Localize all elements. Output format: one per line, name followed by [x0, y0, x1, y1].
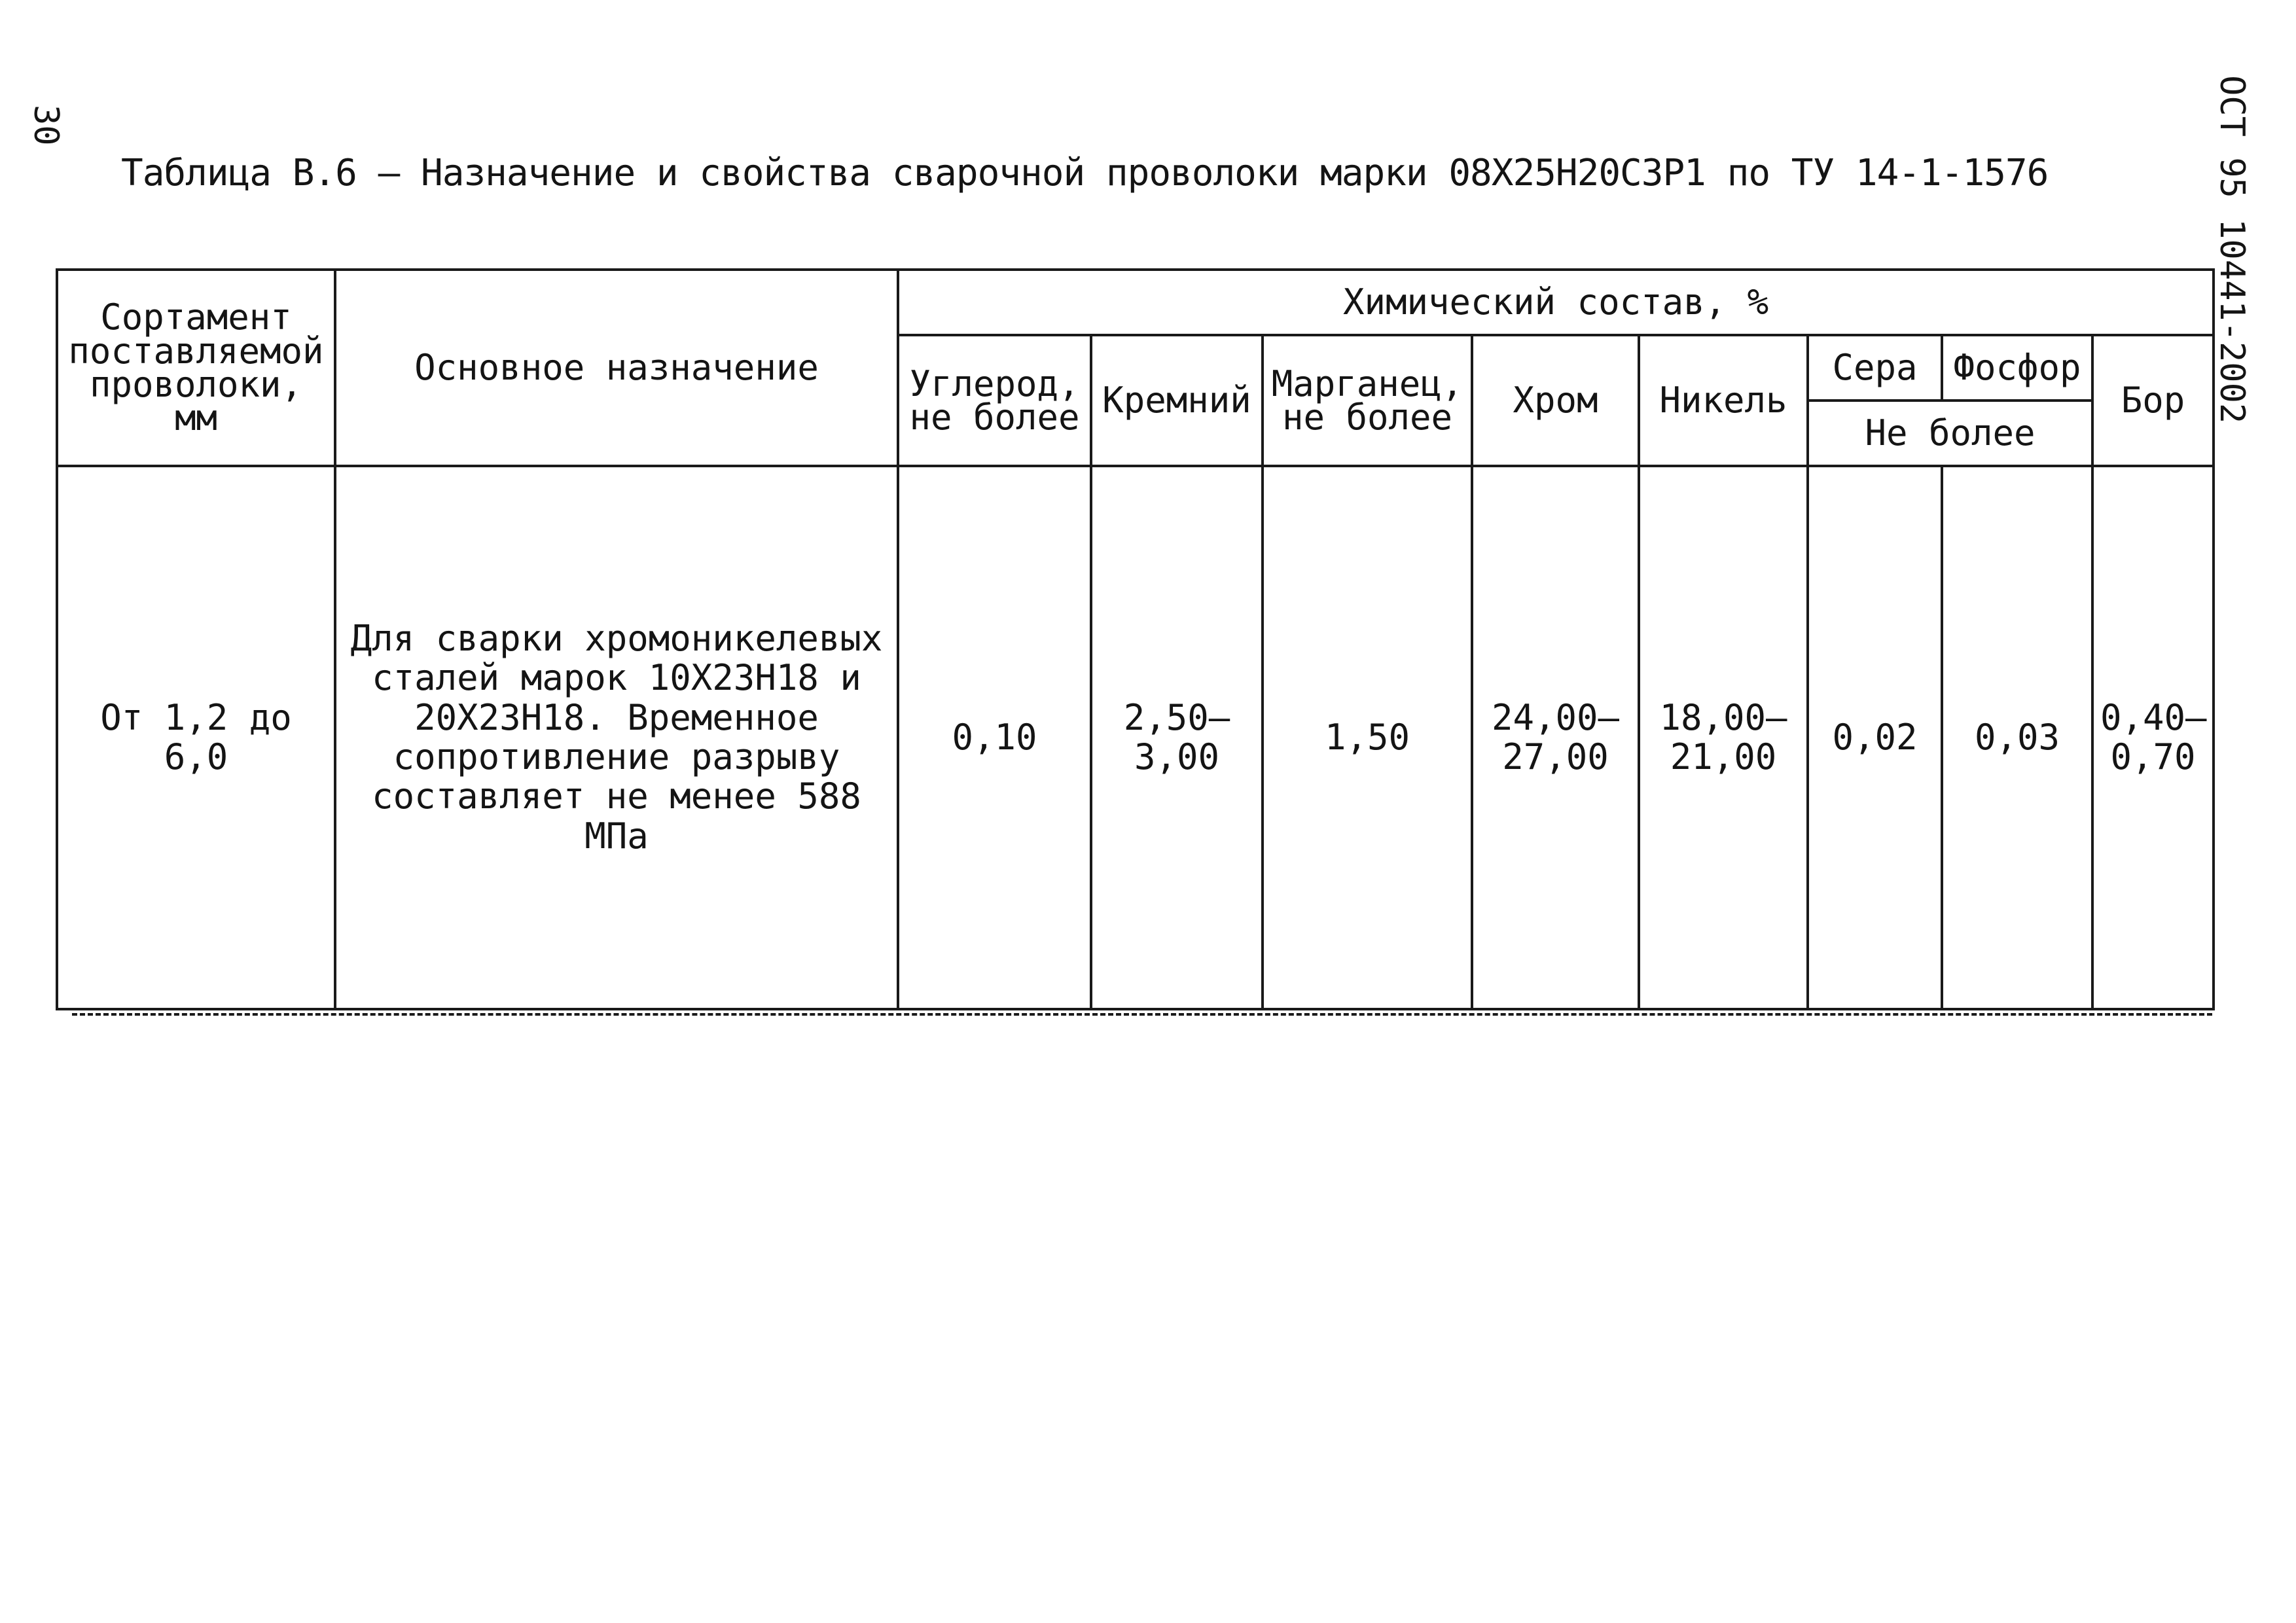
header-sulfur: Сера [1808, 335, 1942, 401]
page-number: 30 [26, 105, 65, 146]
table-title: Таблица В.6 – Назначение и свойства сварочной проволоки марки 08Х25Н20С3Р1 по ТУ 14-1-1576 [121, 152, 2049, 194]
header-assortment: Сортамент поставляемой проволоки, мм [57, 270, 335, 466]
cell-phosphorus: 0,03 [1942, 466, 2092, 1009]
header-nickel: Никель [1639, 335, 1808, 466]
cell-manganese: 1,50 [1263, 466, 1472, 1009]
cell-nickel: 18,00– 21,00 [1639, 466, 1808, 1009]
cell-carbon: 0,10 [898, 466, 1091, 1009]
header-manganese: Марганец, не более [1263, 335, 1472, 466]
cell-purpose: Для сварки хромоникелевых сталей марок 10Х23Н18 и 20Х23Н18. Временное сопротивление разрыву составляет не менее 588 МПа [335, 466, 898, 1009]
cell-sulfur: 0,02 [1808, 466, 1942, 1009]
header-not-more: Не более [1808, 401, 2092, 466]
cell-boron: 0,40– 0,70 [2092, 466, 2214, 1009]
cell-assortment: От 1,2 до 6,0 [57, 466, 335, 1009]
header-chemical-composition: Химический состав, % [898, 270, 2214, 335]
header-chromium: Хром [1472, 335, 1639, 466]
cell-chromium: 24,00– 27,00 [1472, 466, 1639, 1009]
header-carbon: Углерод, не более [898, 335, 1091, 466]
header-purpose: Основное назначение [335, 270, 898, 466]
cell-silicon: 2,50– 3,00 [1091, 466, 1263, 1009]
composition-table [56, 268, 2215, 1010]
header-silicon: Кремний [1091, 335, 1263, 466]
header-boron: Бор [2092, 335, 2214, 466]
header-phosphorus: Фосфор [1942, 335, 2092, 401]
document-code: ОСТ 95 10441-2002 [2212, 75, 2251, 424]
table-bottom-dashed-rule [72, 1013, 2212, 1016]
